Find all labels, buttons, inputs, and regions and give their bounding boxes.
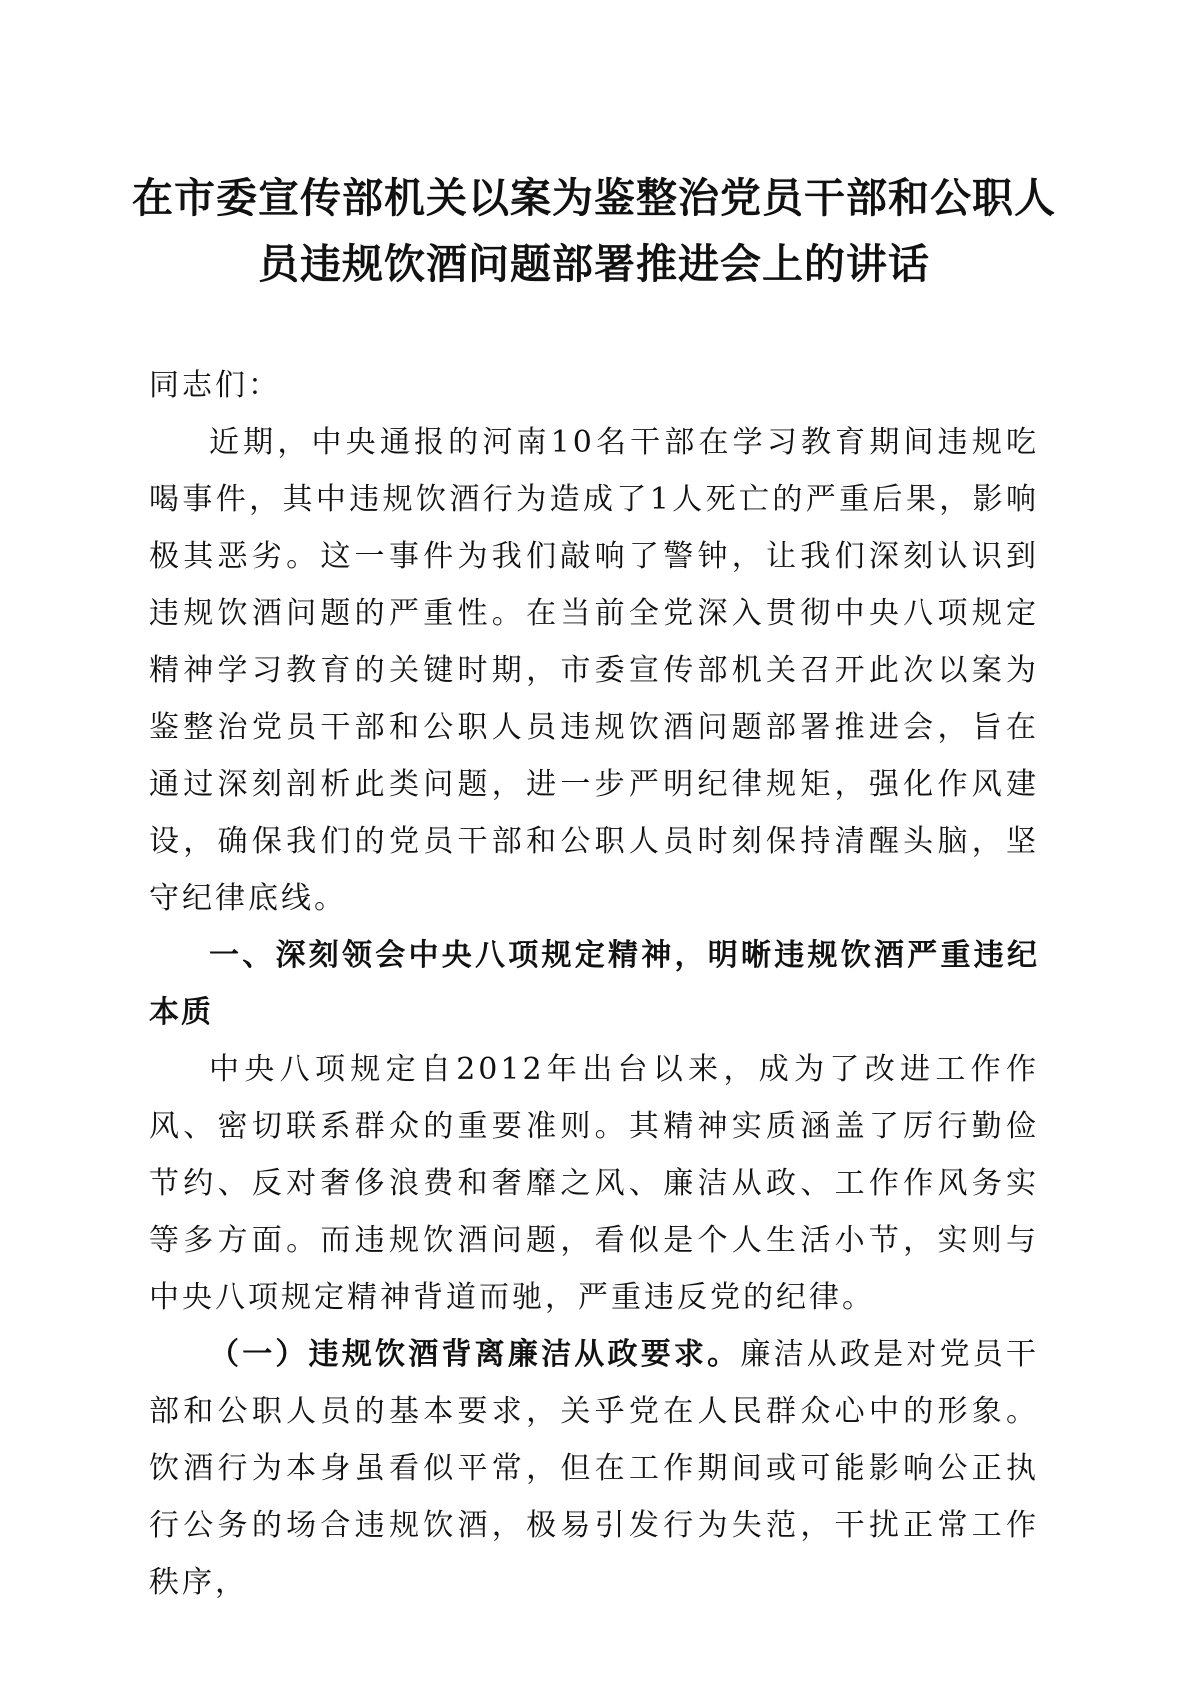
document-body <box>132 165 1056 1611</box>
paragraph-3-text: 廉洁从政是对党员干部和公职人员的基本要求，关乎党在人民群众心中的形象。饮酒行为本身虽看似平常，但在工作期间或可能影响公正执行公务的场合违规饮酒，极易引发行为失范，干扰正常工作秩序， <box>149 1337 1040 1600</box>
paragraph-1: 近期，中央通报的河南10名干部在学习教育期间违规吃喝事件，其中违规饮酒行为造成了1人死亡的严重后果，影响极其恶劣。这一事件为我们敲响了警钟，让我们深刻认识到违规饮酒问题的严重性。在当前全党深入贯彻中央八项规定精神学习教育的关键时期，市委宣传部机关召开此次以案为鉴整治党员干部和公职人员违规饮酒问题部署推进会，旨在通过深刻剖析此类问题，进一步严明纪律规矩，强化作风建设，确保我们的党员干部和公职人员时刻保持清醒头脑，坚守纪律底线。 <box>149 425 1039 916</box>
document-title: 在市委宣传部机关以案为鉴整治党员干部和公职人员违规饮酒问题部署推进会上的讲话 <box>132 174 1056 288</box>
paragraph-2: 中央八项规定自2012年出台以来，成为了改进工作作风、密切联系群众的重要准则。其精神实质涵盖了厉行勤俭节约、反对奢侈浪费和奢靡之风、廉洁从政、工作作风务实等多方面。而违规饮酒问题，看似是个人生活小节，实则与中央八项规定精神背道而驰，严重违反党的纪律。 <box>149 1052 1039 1315</box>
salutation: 同志们： <box>149 368 281 403</box>
subheading-1: （一）违规饮酒背离廉洁从政要求。 <box>209 1337 741 1372</box>
section-heading-1: 一、深刻领会中央八项规定精神，明晰违规饮酒严重违纪本质 <box>149 938 1039 1030</box>
paragraph-3 <box>149 1326 1039 1611</box>
